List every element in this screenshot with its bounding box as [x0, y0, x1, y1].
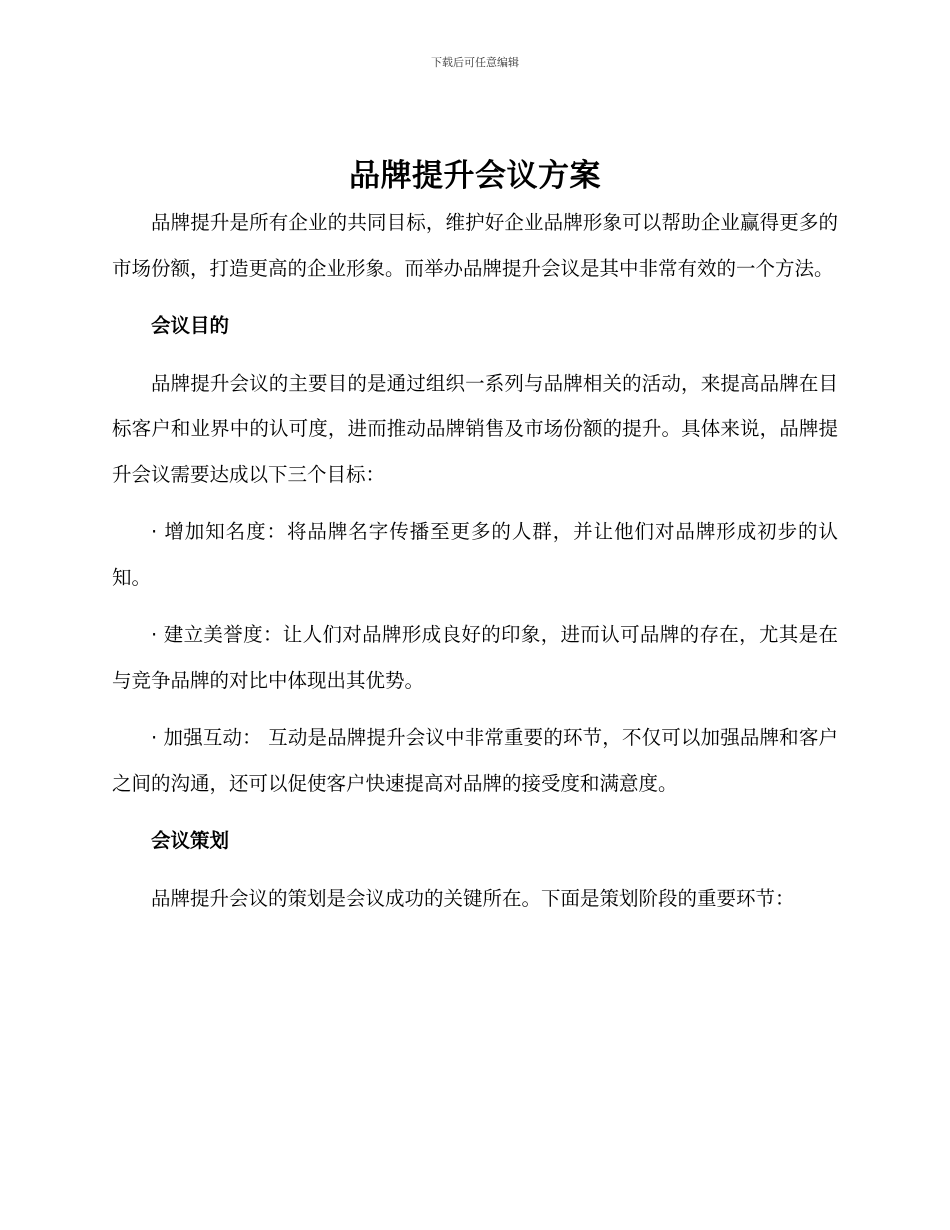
bullet-awareness: · 增加知名度：将品牌名字传播至更多的人群，并让他们对品牌形成初步的认知。 — [112, 520, 838, 589]
section-heading-planning: 会议策划 — [151, 829, 230, 852]
bullet-interaction: · 加强互动： 互动是品牌提升会议中非常重要的环节，不仅可以加强品牌和客户之间的沟通，还可以促使客户快速提高对品牌的接受度和满意度。 — [112, 726, 838, 795]
document-body — [112, 200, 838, 921]
bullet-reputation: · 建立美誉度：让人们对品牌形成良好的印象，进而认可品牌的存在，尤其是在与竞争品牌的对比中体现出其优势。 — [112, 623, 838, 692]
planning-paragraph: 品牌提升会议的策划是会议成功的关键所在。下面是策划阶段的重要环节： — [151, 886, 795, 910]
document-title: 品牌提升会议方案 — [349, 158, 601, 194]
purpose-paragraph: 品牌提升会议的主要目的是通过组织一系列与品牌相关的活动，来提高品牌在目标客户和业界中的认可度，进而推动品牌销售及市场份额的提升。具体来说，品牌提升会议需要达成以下三个目标： — [112, 371, 838, 486]
intro-paragraph: 品牌提升是所有企业的共同目标，维护好企业品牌形象可以帮助企业赢得更多的市场份额，打造更高的企业形象。而举办品牌提升会议是其中非常有效的一个方法。 — [112, 211, 838, 280]
section-heading-purpose: 会议目的 — [151, 314, 230, 337]
header-note: 下载后可任意编辑 — [431, 56, 519, 69]
